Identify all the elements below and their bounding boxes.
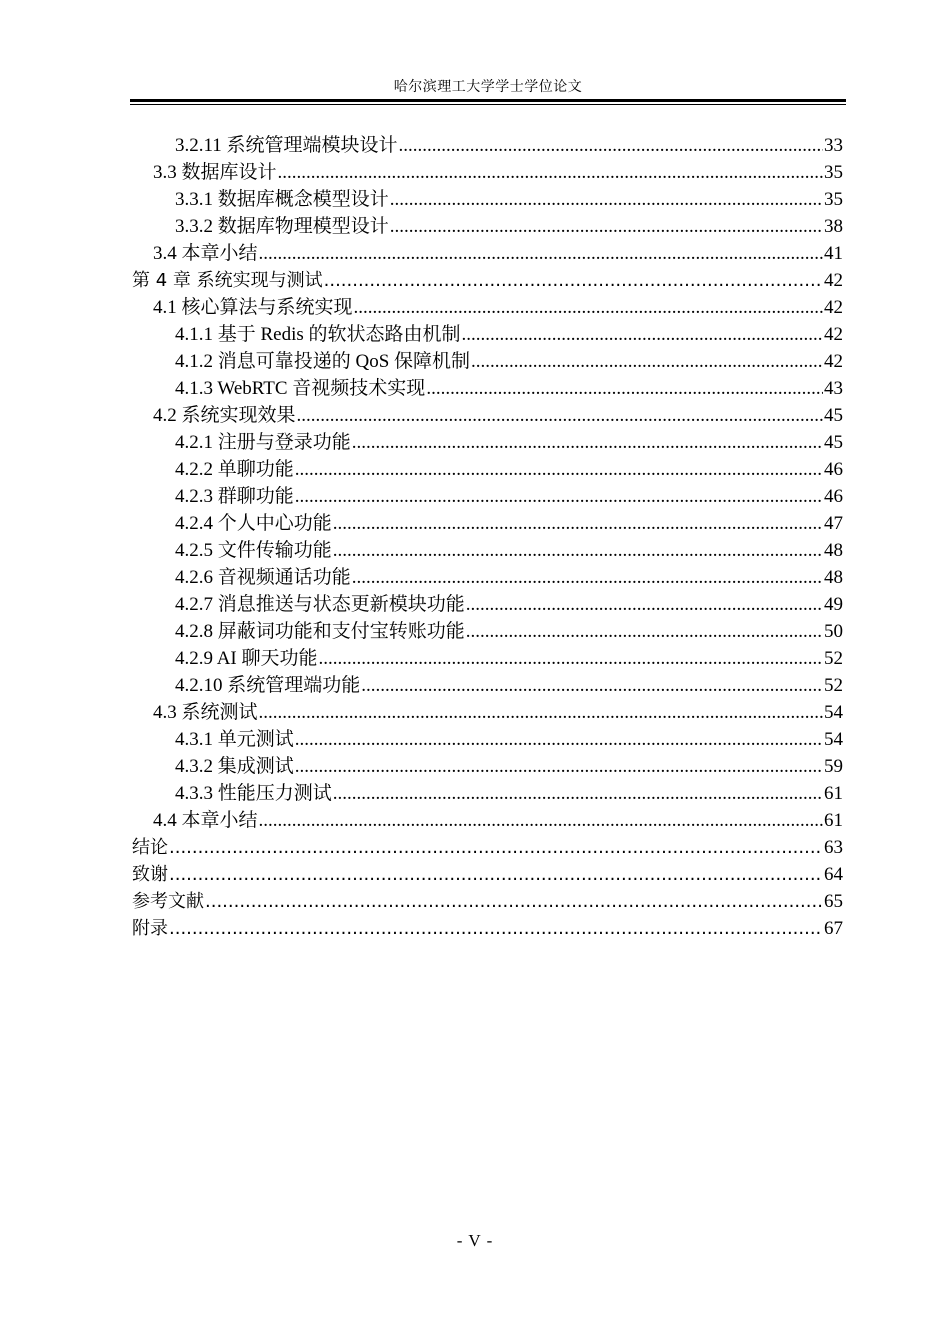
toc-entry-label: 附录	[132, 918, 168, 939]
toc-entry[interactable]	[132, 618, 843, 645]
toc-entry-label: 参考文献	[132, 891, 204, 912]
toc-entry-label: 4.2 系统实现效果	[153, 405, 296, 426]
toc-entry-label: 4.2.6 音视频通话功能	[175, 567, 351, 588]
toc-page-number: 52	[824, 648, 843, 669]
toc-dot-leader	[352, 429, 823, 456]
toc-entry-label: 4.2.5 文件传输功能	[175, 540, 332, 561]
toc-dot-leader	[352, 564, 823, 591]
toc-entry-label: 4.3.3 性能压力测试	[175, 783, 332, 804]
toc-entry-label: 4.1.3 WebRTC 音视频技术实现	[175, 378, 426, 399]
toc-entry-label: 4.2.3 群聊功能	[175, 486, 294, 507]
toc-page-number: 43	[824, 378, 843, 399]
toc-entry[interactable]	[132, 456, 843, 483]
toc-entry-label: 4.3.2 集成测试	[175, 756, 294, 777]
toc-dot-leader	[259, 807, 823, 834]
toc-page-number: 42	[824, 297, 843, 318]
toc-entry[interactable]	[132, 699, 843, 726]
toc-entry[interactable]	[132, 132, 843, 159]
header-rule-thick	[130, 99, 846, 102]
toc-page-number: 67	[824, 918, 843, 939]
toc-entry[interactable]	[132, 159, 843, 186]
toc-entry[interactable]	[132, 834, 843, 861]
toc-entry-label: 3.3.2 数据库物理模型设计	[175, 216, 389, 237]
toc-entry-label: 4.4 本章小结	[153, 810, 258, 831]
toc-entry-label: 4.1 核心算法与系统实现	[153, 297, 353, 318]
toc-dot-leader	[390, 186, 823, 213]
toc-entry[interactable]	[132, 780, 843, 807]
toc-entry[interactable]	[132, 807, 843, 834]
toc-entry[interactable]	[132, 375, 843, 402]
toc-page-number: 35	[824, 162, 843, 183]
toc-page-number: 61	[824, 810, 843, 831]
toc-page-number: 54	[824, 702, 843, 723]
toc-entry[interactable]	[132, 591, 843, 618]
toc-entry[interactable]	[132, 537, 843, 564]
toc-entry[interactable]	[132, 672, 843, 699]
toc-entry[interactable]	[132, 483, 843, 510]
toc-entry-label: 3.2.11 系统管理端模块设计	[175, 135, 398, 156]
toc-dot-leader	[319, 645, 823, 672]
toc-page-number: 48	[824, 540, 843, 561]
toc-entry-label: 3.3 数据库设计	[153, 162, 277, 183]
toc-dot-leader	[297, 402, 823, 429]
toc-dot-leader	[205, 888, 823, 915]
toc-dot-leader	[333, 780, 823, 807]
toc-dot-leader	[462, 321, 823, 348]
toc-dot-leader	[399, 132, 823, 159]
toc-entry[interactable]	[132, 915, 843, 942]
toc-page-number: 42	[824, 270, 843, 291]
toc-page-number: 46	[824, 459, 843, 480]
toc-dot-leader	[426, 375, 823, 402]
toc-entry[interactable]	[132, 186, 843, 213]
toc-entry[interactable]	[132, 861, 843, 888]
toc-entry-label: 4.2.1 注册与登录功能	[175, 432, 351, 453]
toc-entry[interactable]	[132, 726, 843, 753]
toc-page-number: 42	[824, 324, 843, 345]
toc-entry[interactable]	[132, 753, 843, 780]
toc-entry-label: 第 4 章 系统实现与测试	[132, 270, 323, 291]
toc-page-number: 59	[824, 756, 843, 777]
header-rule-thin	[130, 104, 846, 105]
toc-page-number: 45	[824, 405, 843, 426]
toc-dot-leader	[259, 699, 823, 726]
toc-page-number: 42	[824, 351, 843, 372]
toc-dot-leader	[169, 915, 823, 942]
toc-entry-label: 4.3 系统测试	[153, 702, 258, 723]
toc-dot-leader	[169, 861, 823, 888]
toc-page-number: 45	[824, 432, 843, 453]
toc-dot-leader	[333, 537, 823, 564]
toc-page-number: 41	[824, 243, 843, 264]
toc-entry-label: 4.3.1 单元测试	[175, 729, 294, 750]
toc-entry-label: 3.4 本章小结	[153, 243, 258, 264]
toc-dot-leader	[324, 267, 823, 294]
toc-dot-leader	[471, 348, 823, 375]
toc-dot-leader	[390, 213, 823, 240]
toc-dot-leader	[259, 240, 823, 267]
toc-entry-label: 4.2.10 系统管理端功能	[175, 675, 361, 696]
toc-entry-label: 4.2.7 消息推送与状态更新模块功能	[175, 594, 465, 615]
toc-dot-leader	[466, 591, 823, 618]
toc-entry-label: 4.2.8 屏蔽词功能和支付宝转账功能	[175, 621, 465, 642]
toc-entry[interactable]	[132, 402, 843, 429]
toc-entry-label: 3.3.1 数据库概念模型设计	[175, 189, 389, 210]
toc-dot-leader	[333, 510, 823, 537]
toc-page-number: 46	[824, 486, 843, 507]
toc-entry-label: 4.2.2 单聊功能	[175, 459, 294, 480]
toc-entry-label: 结论	[132, 837, 168, 858]
toc-page-number: 61	[824, 783, 843, 804]
toc-entry[interactable]	[132, 213, 843, 240]
toc-entry[interactable]	[132, 321, 843, 348]
toc-entry-label: 4.1.2 消息可靠投递的 QoS 保障机制	[175, 351, 471, 372]
toc-entry-label: 4.1.1 基于 Redis 的软状态路由机制	[175, 324, 461, 345]
toc-entry-label: 致谢	[132, 864, 168, 885]
toc-dot-leader	[278, 159, 823, 186]
running-header: 哈尔滨理工大学学士学位论文	[393, 80, 583, 95]
page-number-footer: - V -	[456, 1231, 494, 1250]
toc-dot-leader	[295, 753, 823, 780]
toc-page-number: 64	[824, 864, 843, 885]
toc-dot-leader	[295, 726, 823, 753]
toc-page-number: 47	[824, 513, 843, 534]
toc-entry[interactable]	[132, 294, 843, 321]
toc-dot-leader	[466, 618, 823, 645]
toc-page-number: 63	[824, 837, 843, 858]
toc-dot-leader	[169, 834, 823, 861]
toc-page-number: 35	[824, 189, 843, 210]
toc-page-number: 65	[824, 891, 843, 912]
toc-dot-leader	[354, 294, 823, 321]
toc-page-number: 49	[824, 594, 843, 615]
table-of-contents	[132, 132, 843, 942]
toc-entry[interactable]	[132, 564, 843, 591]
toc-entry[interactable]	[132, 429, 843, 456]
toc-entry[interactable]	[132, 645, 843, 672]
toc-dot-leader	[295, 456, 823, 483]
toc-entry[interactable]	[132, 888, 843, 915]
toc-entry-label: 4.2.9 AI 聊天功能	[175, 648, 318, 669]
toc-page-number: 33	[824, 135, 843, 156]
toc-page-number: 50	[824, 621, 843, 642]
toc-dot-leader	[361, 672, 823, 699]
toc-entry-label: 4.2.4 个人中心功能	[175, 513, 332, 534]
toc-dot-leader	[295, 483, 823, 510]
toc-page-number: 38	[824, 216, 843, 237]
toc-entry[interactable]	[132, 348, 843, 375]
toc-entry[interactable]	[132, 267, 843, 294]
toc-page-number: 54	[824, 729, 843, 750]
toc-page-number: 52	[824, 675, 843, 696]
toc-page-number: 48	[824, 567, 843, 588]
toc-entry[interactable]	[132, 240, 843, 267]
toc-entry[interactable]	[132, 510, 843, 537]
